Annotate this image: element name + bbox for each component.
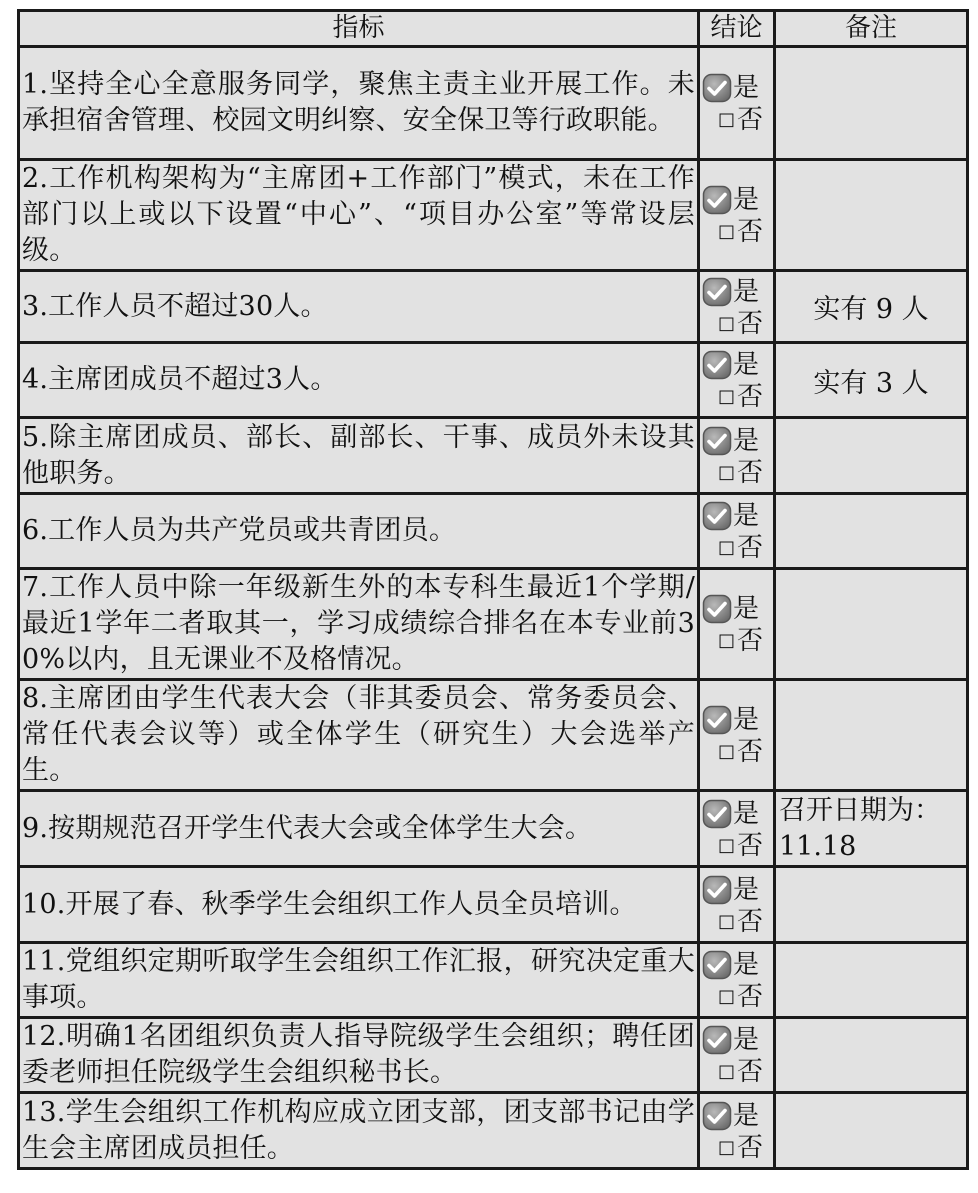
option-no-label: 否 (737, 382, 764, 412)
conclusion-cell (699, 1018, 775, 1093)
empty-checkbox-icon[interactable]: □ (718, 910, 736, 932)
remark-cell (775, 1093, 968, 1169)
indicator-text: 1.坚持全心全意服务同学，聚焦主责主业开展工作。未承担宿舍管理、校园文明纠察、安全保卫等行政职能。 (19, 47, 699, 160)
remark-cell (775, 569, 968, 680)
conclusion-cell (699, 943, 775, 1018)
option-yes-label: 是 (733, 425, 760, 456)
conclusion-cell (699, 1093, 775, 1169)
checklist-table (17, 9, 969, 1170)
indicator-text: 5.除主席团成员、部长、副部长、干事、成员外未设其他职务。 (19, 418, 699, 494)
checked-checkbox-icon[interactable] (702, 705, 732, 735)
conclusion-cell (699, 791, 775, 867)
option-no[interactable] (702, 626, 763, 656)
option-no[interactable] (702, 982, 763, 1012)
remark-cell (775, 867, 968, 943)
table-row (19, 271, 968, 343)
indicator-text: 8.主席团由学生代表大会（非其委员会、常务委员会、常任代表会议等）或全体学生（研究生）大会选举产生。 (19, 680, 699, 791)
conclusion-cell (699, 680, 775, 791)
option-yes-label: 是 (733, 594, 760, 624)
remark-cell (775, 494, 968, 569)
checked-checkbox-icon[interactable] (702, 350, 732, 380)
option-yes[interactable] (702, 71, 759, 105)
option-yes[interactable] (702, 1023, 759, 1057)
option-no-label: 否 (737, 906, 764, 937)
option-yes-label: 是 (733, 73, 760, 103)
option-yes[interactable] (702, 873, 759, 907)
option-no-label: 否 (737, 217, 764, 247)
table-row (19, 791, 968, 867)
indicator-text: 2.工作机构架构为“主席团+工作部门”模式，未在工作部门以上或以下设置“中心”、“项目办公室”等常设层级。 (19, 160, 699, 271)
option-no-label: 否 (737, 830, 764, 861)
conclusion-cell (699, 160, 775, 271)
option-no[interactable] (702, 458, 763, 488)
checked-checkbox-icon[interactable] (702, 185, 732, 215)
option-no-label: 否 (737, 1057, 764, 1087)
option-yes[interactable] (702, 703, 759, 737)
option-no[interactable] (702, 105, 763, 135)
option-yes[interactable] (702, 948, 759, 982)
option-no-label: 否 (737, 1132, 764, 1163)
table-row (19, 343, 968, 418)
indicator-text: 4.主席团成员不超过3人。 (19, 343, 699, 418)
option-yes-label: 是 (733, 950, 760, 980)
option-yes[interactable] (702, 275, 759, 309)
table-row (19, 680, 968, 791)
checked-checkbox-icon[interactable] (702, 501, 732, 531)
remark-cell (775, 418, 968, 494)
option-no[interactable] (702, 737, 763, 767)
indicator-text: 6.工作人员为共产党员或共青团员。 (19, 494, 699, 569)
option-yes[interactable] (702, 348, 759, 382)
option-yes-label: 是 (733, 350, 760, 380)
indicator-text: 9.按期规范召开学生代表大会或全体学生大会。 (19, 791, 699, 867)
conclusion-cell (699, 271, 775, 343)
header-row (19, 11, 968, 47)
option-yes-label: 是 (733, 798, 760, 829)
remark-cell: 实有 9 人 (775, 271, 968, 343)
remark-cell (775, 1018, 968, 1093)
conclusion-cell (699, 494, 775, 569)
empty-checkbox-icon[interactable]: □ (718, 834, 736, 856)
header-remark: 备注 (775, 11, 968, 47)
conclusion-cell (699, 569, 775, 680)
option-yes[interactable] (702, 592, 759, 626)
remark-cell (775, 943, 968, 1018)
option-no[interactable] (702, 831, 763, 861)
checked-checkbox-icon[interactable] (702, 799, 732, 829)
option-no[interactable] (702, 907, 763, 937)
table-row (19, 569, 968, 680)
option-no-label: 否 (737, 626, 764, 656)
indicator-text: 7.工作人员中除一年级新生外的本专科生最近1个学期/最近1学年二者取其一，学习成绩综合排名在本专业前30%以内，且无课业不及格情况。 (19, 569, 699, 680)
option-no[interactable] (702, 217, 763, 247)
table-row (19, 943, 968, 1018)
header-conclusion: 结论 (699, 11, 775, 47)
empty-checkbox-icon[interactable]: □ (718, 1061, 736, 1082)
option-yes[interactable] (702, 1099, 759, 1133)
conclusion-cell (699, 343, 775, 418)
option-no-label: 否 (737, 457, 764, 488)
empty-checkbox-icon[interactable]: □ (718, 630, 736, 651)
option-no[interactable] (702, 382, 763, 412)
table-row (19, 1018, 968, 1093)
empty-checkbox-icon[interactable]: □ (718, 461, 736, 483)
empty-checkbox-icon[interactable]: □ (718, 386, 736, 407)
remark-cell (775, 680, 968, 791)
option-yes-label: 是 (733, 1025, 760, 1055)
empty-checkbox-icon[interactable]: □ (718, 312, 736, 334)
option-yes-label: 是 (733, 276, 760, 307)
checked-checkbox-icon[interactable] (702, 426, 732, 456)
table-row (19, 494, 968, 569)
table-row (19, 160, 968, 271)
option-no-label: 否 (737, 737, 764, 767)
table-row (19, 418, 968, 494)
empty-checkbox-icon[interactable]: □ (718, 537, 736, 558)
checked-checkbox-icon[interactable] (702, 950, 732, 980)
remark-cell: 实有 3 人 (775, 343, 968, 418)
empty-checkbox-icon[interactable]: □ (718, 741, 736, 762)
remark-cell: 召开日期为：11.18 (775, 791, 968, 867)
option-no[interactable] (702, 533, 763, 563)
table-row (19, 47, 968, 160)
option-yes-label: 是 (733, 185, 760, 215)
checked-checkbox-icon[interactable] (702, 1025, 732, 1055)
indicator-text: 13.学生会组织工作机构应成立团支部，团支部书记由学生会主席团成员担任。 (19, 1093, 699, 1169)
option-no-label: 否 (737, 105, 764, 135)
option-yes-label: 是 (733, 1100, 760, 1131)
indicator-text: 10.开展了春、秋季学生会组织工作人员全员培训。 (19, 867, 699, 943)
header-indicator: 指标 (19, 11, 699, 47)
option-no-label: 否 (737, 533, 764, 563)
option-yes-label: 是 (733, 705, 760, 735)
checked-checkbox-icon[interactable] (702, 875, 732, 905)
indicator-text: 11.党组织定期听取学生会组织工作汇报，研究决定重大事项。 (19, 943, 699, 1018)
option-no[interactable] (702, 309, 763, 339)
conclusion-cell (699, 867, 775, 943)
checked-checkbox-icon[interactable] (702, 594, 732, 624)
option-no[interactable] (702, 1133, 763, 1163)
option-yes[interactable] (702, 424, 759, 458)
checked-checkbox-icon[interactable] (702, 73, 732, 103)
empty-checkbox-icon[interactable]: □ (718, 221, 736, 242)
option-no-label: 否 (737, 982, 764, 1012)
empty-checkbox-icon[interactable]: □ (718, 1136, 736, 1158)
indicator-text: 12.明确1名团组织负责人指导院级学生会组织；聘任团委老师担任院级学生会组织秘书长。 (19, 1018, 699, 1093)
option-yes[interactable] (702, 183, 759, 217)
checked-checkbox-icon[interactable] (702, 277, 732, 307)
indicator-text: 3.工作人员不超过30人。 (19, 271, 699, 343)
option-no-label: 否 (737, 308, 764, 339)
option-yes-label: 是 (733, 501, 760, 531)
remark-cell (775, 160, 968, 271)
empty-checkbox-icon[interactable]: □ (718, 109, 736, 130)
table-row (19, 867, 968, 943)
conclusion-cell (699, 418, 775, 494)
conclusion-cell (699, 47, 775, 160)
option-yes[interactable] (702, 797, 759, 831)
option-no[interactable] (702, 1057, 763, 1087)
option-yes-label: 是 (733, 874, 760, 905)
option-yes[interactable] (702, 499, 759, 533)
checked-checkbox-icon[interactable] (702, 1101, 732, 1131)
table-row (19, 1093, 968, 1169)
remark-cell (775, 47, 968, 160)
empty-checkbox-icon[interactable]: □ (718, 986, 736, 1007)
